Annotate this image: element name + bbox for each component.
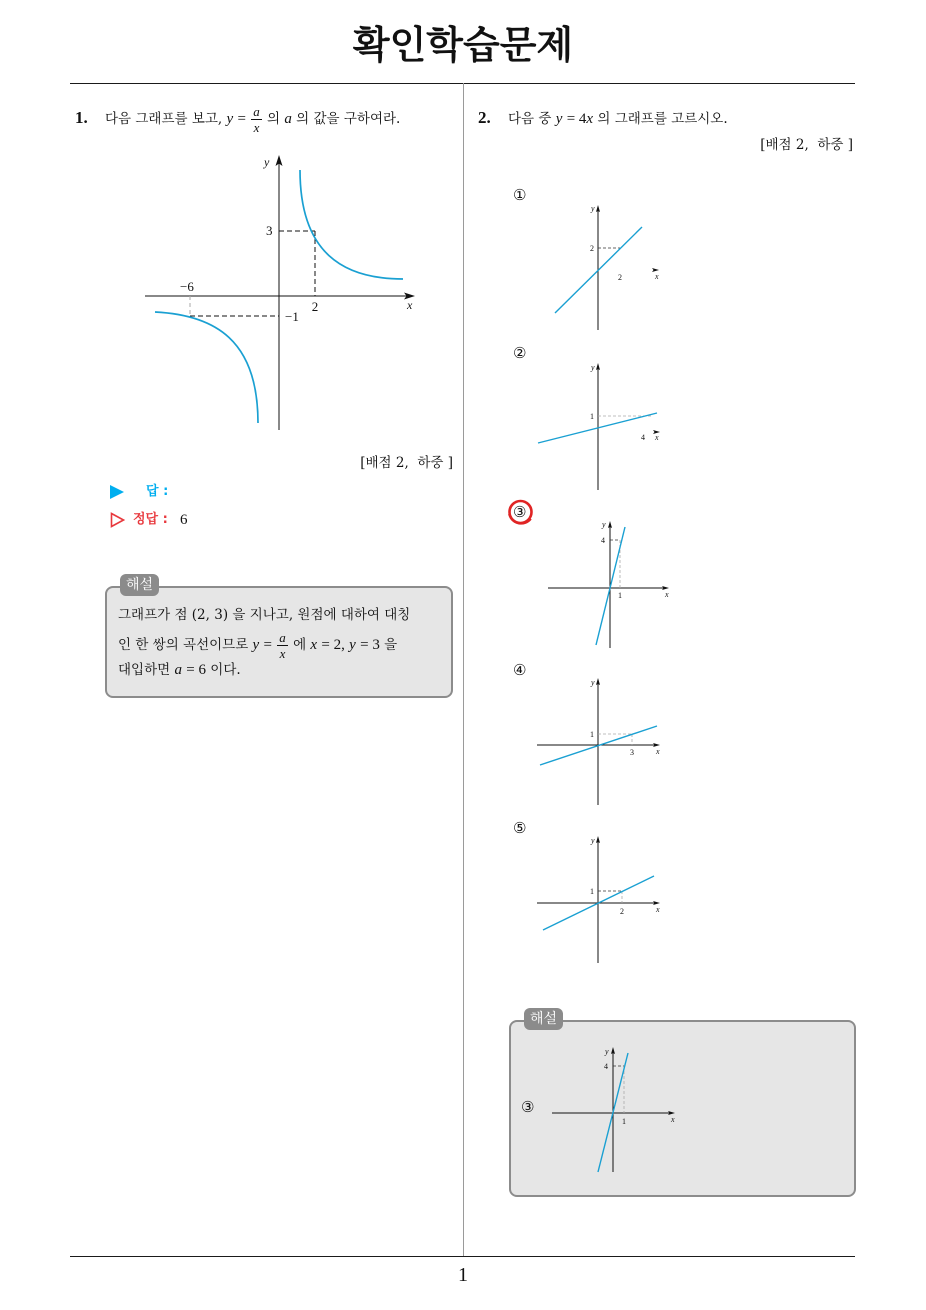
x-tick: 3 [630,748,634,757]
correct-answer-value: 6 [180,512,188,528]
exp-text: 에 [293,637,307,653]
q1-explanation-line-1: 그래프가 점 (2, 3) 을 지나고, 원점에 대하여 대칭 [118,607,411,623]
q2-text-2: 의 그래프를 고르시오. [597,111,728,127]
option-4-label: ④ [513,661,527,679]
x-tick-neg6: −6 [180,279,194,294]
option-3-label: ③ [513,503,527,521]
q1-fraction [251,105,262,134]
x-axis-label: x [655,433,659,442]
exp-text: 대입하면 [118,662,171,678]
q2-eq-lhs: y [555,111,563,127]
x-tick-2: 2 [311,299,319,314]
y-tick-neg1: −1 [285,309,299,324]
x-tick: 1 [618,591,622,600]
y-axis-arrow-icon [596,836,600,843]
y-axis-arrow-icon [596,363,600,370]
q1-text-3: 의 값을 구하여라. [296,111,401,127]
y-axis-label: y [591,678,595,687]
exp-var-a: a [174,662,182,678]
option-3-graph [540,515,680,652]
option-4-graph [530,672,670,810]
exp-text: 인 한 쌍의 곡선이므로 [118,637,249,653]
q2-prompt [478,103,728,133]
q1-number: 1. [75,108,88,127]
exp-var-y: y [349,637,356,653]
x-axis-label: x [656,747,660,756]
x-tick: 2 [620,907,624,916]
bottom-rule [70,1256,855,1257]
q1-eq-sign: = [237,111,246,127]
answer-marker-icon [110,485,124,499]
y-tick: 1 [590,887,594,896]
y-tick: 1 [590,412,594,421]
q1-eq-lhs: y [226,111,234,127]
hyperbola-branch-q3 [155,312,258,423]
page-title: 확인학습문제 [352,23,574,67]
y-axis-label: y [602,520,606,529]
y-tick-3: 3 [266,223,273,238]
q1-prompt [75,103,400,133]
exp-y-value: = 3 [360,637,380,653]
x-tick: 2 [618,273,622,282]
q2-explanation-tag: 해설 [524,1008,563,1030]
y-axis-label: y [591,836,595,845]
exp-eq: = [263,637,272,653]
correct-marker-icon [110,512,125,528]
exp-fraction [277,631,288,660]
y-tick: 4 [601,536,605,545]
q1-var: a [284,111,292,127]
q2-score: [배점 2, 하중 ] [760,137,853,153]
y-axis-arrow-icon [596,205,600,212]
hyperbola-branch-q1 [300,170,403,279]
y-axis-arrow-icon [608,521,612,528]
q1-text-2: 의 [267,111,281,127]
q1-frac-den: x [253,120,260,135]
exp-frac-num: a [279,630,286,645]
correct-answer-label: 정답 : [133,512,168,527]
x-axis-label: x [665,590,669,599]
exp-lhs: y [252,637,260,653]
option-2-graph [530,358,670,495]
q1-frac-num: a [253,104,260,119]
exp-x-value: = 2, [321,637,345,653]
y-axis-label: y [264,155,270,169]
y-tick: 4 [604,1062,608,1071]
x-axis-label: x [656,905,660,914]
y-axis-label: y [591,204,595,213]
q1-explanation-tag: 해설 [120,574,159,596]
q2-eq-var: x [586,111,594,127]
answer-label: 답 : [146,484,169,499]
q2-number: 2. [478,108,491,127]
y-axis-arrow-icon [611,1047,615,1054]
exp-a-value: = 6 [186,662,206,678]
option-1-label: ① [513,186,527,204]
y-tick: 2 [590,244,594,253]
exp-var-x: x [310,637,318,653]
y-axis-arrow-icon [596,678,600,685]
q1-explanation-line-2 [118,630,397,660]
exp-text: 이다. [210,662,241,678]
x-axis-label: x [655,272,659,281]
page-number: 1 [458,1264,468,1286]
y-tick: 1 [590,730,594,739]
q1-score: [배점 2, 하중 ] [360,455,453,471]
q2-text-1: 다음 중 [508,111,552,127]
q2-eq-coef: = 4 [566,111,587,127]
q1-graph [140,150,425,435]
option-5-graph [530,830,670,968]
x-axis-label: x [671,1115,675,1124]
q1-text-1: 다음 그래프를 보고, [105,111,223,127]
option-2-label: ② [513,344,527,362]
exp-frac-den: x [279,646,286,661]
option-1-graph [530,200,670,335]
y-axis-label: y [605,1047,609,1056]
q2-explanation-graph [545,1040,685,1178]
exp-text: 을 [384,637,398,653]
x-tick: 4 [641,433,645,442]
x-tick: 1 [622,1117,626,1126]
q2-explanation-answer: ③ [521,1098,535,1116]
option-5-label: ⑤ [513,819,527,837]
column-divider [463,83,464,1256]
q1-explanation-line-3 [118,658,241,682]
x-axis-label: x [407,298,413,312]
y-axis-label: y [591,363,595,372]
